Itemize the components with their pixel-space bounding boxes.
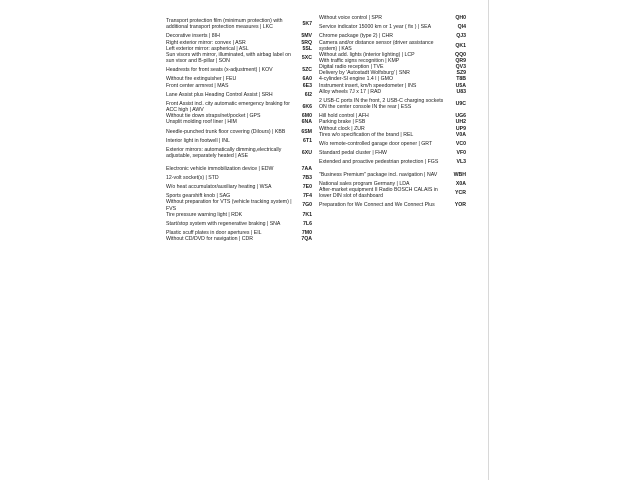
equipment-description: 4-cylinder-SI engine 1.4 l | GMO (319, 76, 394, 83)
equipment-description: Chrome package (type 2) | CHR (319, 33, 394, 40)
equipment-description: Without fire extinguisher | FEU (166, 76, 237, 83)
equipment-row (166, 144, 312, 162)
equipment-description: Needle-punched trunk floor covering (Dilours) | KBB (166, 128, 286, 135)
equipment-description: Tire pressure warning light | RDK (166, 211, 243, 218)
equipment-code: 6XU (301, 150, 312, 157)
equipment-description: Tires w/o specification of the brand | REL (319, 131, 414, 138)
equipment-code: 6I2 (304, 91, 312, 98)
equipment-row (166, 15, 312, 33)
equipment-code: 6A0 (302, 76, 312, 83)
equipment-code: UH2 (455, 119, 466, 126)
equipment-list-left (166, 15, 312, 242)
equipment-description: 12-volt socket(s) | STD (166, 174, 219, 181)
equipment-code: 5MV (301, 33, 312, 40)
equipment-description: Unsplit molding roof liner | HIM (166, 119, 237, 126)
equipment-description: Decorative inserts | 8IH (166, 33, 220, 40)
equipment-code: 5SL (302, 45, 312, 52)
equipment-code: 7AA (301, 165, 312, 172)
equipment-description: Without tie down straps/net/pocket | GPS (166, 113, 261, 120)
equipment-code: 6E3 (302, 82, 312, 89)
equipment-row (319, 138, 466, 150)
equipment-code: 6NA (301, 119, 312, 126)
equipment-code: QJ3 (456, 33, 466, 40)
equipment-code: 6SM (301, 128, 312, 135)
equipment-description: National sales program Germany | LDA (319, 180, 410, 187)
equipment-row (319, 95, 466, 113)
equipment-description: 2 USB-C ports IN the front, 2 USB-C charging sockets ON the center console IN the rear | ESS (319, 97, 444, 111)
equipment-code: QK1 (455, 42, 466, 49)
equipment-description: Left exterior mirror: aspherical | ASL (166, 45, 249, 52)
equipment-row (166, 236, 312, 242)
equipment-code: T8B (456, 76, 466, 83)
equipment-code: WBH (453, 171, 466, 178)
equipment-description: Hill hold control | AFH (319, 113, 369, 120)
equipment-description: Front Assist incl. city automatic emergency braking for ACC high | AWV (166, 101, 290, 114)
equipment-row (166, 101, 312, 113)
equipment-description: Exterior mirrors: automatically dimming,electrically adjustable, separately heated | ASE (166, 147, 282, 160)
equipment-description: Preparation for We Connect and We Connect Plus (319, 202, 435, 209)
equipment-code: UG6 (455, 113, 466, 120)
equipment-description: Extended and proactive pedestrian protection | FGS (319, 159, 439, 166)
equipment-description: Plastic scuff plates in door apertures | EIL (166, 230, 262, 237)
equipment-code: 5ZC (302, 67, 312, 74)
equipment-description: Headrests for front seats (x-adjustment) | KOV (166, 67, 273, 74)
equipment-row (319, 21, 466, 33)
equipment-code: X0A (455, 180, 466, 187)
equipment-description: Sports gearshift knob | SAG (166, 193, 231, 200)
equipment-description: Interior light in footwell | INL (166, 137, 230, 144)
equipment-description: Without add. lights (interior lighting) | LCP (319, 51, 415, 58)
equipment-code: SZ9 (456, 70, 466, 77)
equipment-description: Electronic vehicle immobilization device | EDW (166, 165, 274, 172)
equipment-code: 6T1 (303, 137, 312, 144)
equipment-code: UP9 (455, 125, 466, 132)
equipment-code: VC0 (455, 140, 466, 147)
equipment-description: Instrument insert, km/h speedometer | INS (319, 82, 417, 89)
equipment-row (166, 199, 312, 211)
equipment-code: 7K1 (302, 211, 312, 218)
equipment-description: W/o remote-controlled garage door opener | GRT (319, 140, 433, 147)
equipment-description: Without voice control | SPR (319, 15, 383, 21)
equipment-description: After-market equipment II Radio BOSCH CALAIS in lower DIN slot of dashboard (319, 187, 438, 200)
equipment-description: Camera and/or distance sensor (driver assistance system) | KAS (319, 39, 434, 52)
equipment-code: QQ0 (455, 51, 466, 58)
equipment-description: Start/stop system with regenerative braking | SNA (166, 220, 281, 227)
equipment-row (166, 181, 312, 193)
equipment-code: 7F4 (303, 193, 312, 200)
equipment-code: U83 (456, 88, 466, 95)
equipment-description: Digital radio reception | TVE (319, 64, 384, 71)
equipment-row (319, 199, 466, 211)
equipment-code: VF0 (456, 150, 466, 157)
equipment-code: 7G0 (302, 202, 312, 209)
equipment-description: Transport protection film (minimum protection) with additional transport protection measures | LKC (166, 18, 283, 31)
equipment-description: Standard pedal cluster | FHW (319, 150, 387, 157)
equipment-row (166, 218, 312, 230)
equipment-code: U9C (455, 101, 466, 107)
equipment-description: Without preparation for VTS (vehicle tracking system) | FVS (166, 199, 292, 212)
equipment-row (166, 89, 312, 101)
equipment-description: Right exterior mirror: convex | ASR (166, 39, 246, 46)
equipment-description: Front center armrest | MAS (166, 82, 229, 89)
equipment-description: "Business Premium" package incl. navigation | NAV (319, 171, 438, 178)
equipment-row (166, 119, 312, 125)
equipment-code: 6K6 (302, 104, 312, 111)
equipment-code: YOR (454, 202, 466, 209)
equipment-description: Sun visors with mirror, illuminated, with airbag label on sun visor and B-pillar | SON (166, 51, 291, 65)
equipment-row (166, 162, 312, 174)
equipment-row (319, 156, 466, 168)
equipment-description: Alloy wheels 7J x 17 | RAD (319, 88, 382, 95)
equipment-description: W/o heat accumulator/auxiliary heating | WSA (166, 183, 272, 190)
equipment-code: VL3 (456, 159, 466, 166)
equipment-code: QV3 (455, 64, 466, 71)
equipment-description: With traffic signs recognition | KMP (319, 58, 400, 65)
equipment-row (166, 138, 312, 144)
equipment-code: 5RQ (301, 39, 312, 46)
equipment-code: 5K7 (302, 21, 312, 28)
equipment-row (166, 126, 312, 138)
equipment-code: 7L6 (303, 220, 312, 227)
equipment-description: Parking brake | FSB (319, 119, 366, 126)
equipment-description: Without CD/DVD for navigation | CDR (166, 236, 253, 243)
equipment-list-right (319, 15, 466, 212)
equipment-code: 7QA (301, 236, 312, 243)
equipment-row (166, 52, 312, 64)
equipment-code: YCR (455, 190, 466, 197)
equipment-code: QI4 (457, 24, 466, 31)
equipment-code: QH0 (455, 15, 466, 21)
equipment-code: 7E0 (302, 183, 312, 190)
equipment-row (319, 15, 466, 21)
equipment-description: Delivery by 'Autostadt Wolfsburg' | SNR (319, 70, 410, 77)
page-edge (488, 0, 489, 480)
equipment-code: V0A (455, 131, 466, 138)
equipment-row (319, 187, 466, 199)
equipment-row (319, 40, 466, 52)
equipment-row (166, 64, 312, 76)
equipment-code: 7B3 (302, 174, 312, 181)
equipment-row (319, 89, 466, 95)
equipment-row (319, 150, 466, 156)
equipment-code: 5XC (301, 54, 312, 61)
equipment-code: QR9 (455, 58, 466, 65)
equipment-code: 6M0 (301, 113, 312, 120)
equipment-row (319, 132, 466, 138)
equipment-row (166, 175, 312, 181)
equipment-code: 7M0 (301, 230, 312, 237)
equipment-description: Without clock | ZUR (319, 125, 365, 132)
equipment-row (166, 83, 312, 89)
equipment-description: Service indicator 15000 km or 1 year ( fix ) | SEA (319, 24, 432, 31)
equipment-code: U5A (455, 82, 466, 89)
equipment-row (166, 212, 312, 218)
equipment-description: Lane Assist plus Heading Control Assist | SRH (166, 91, 273, 98)
equipment-row (319, 169, 466, 181)
